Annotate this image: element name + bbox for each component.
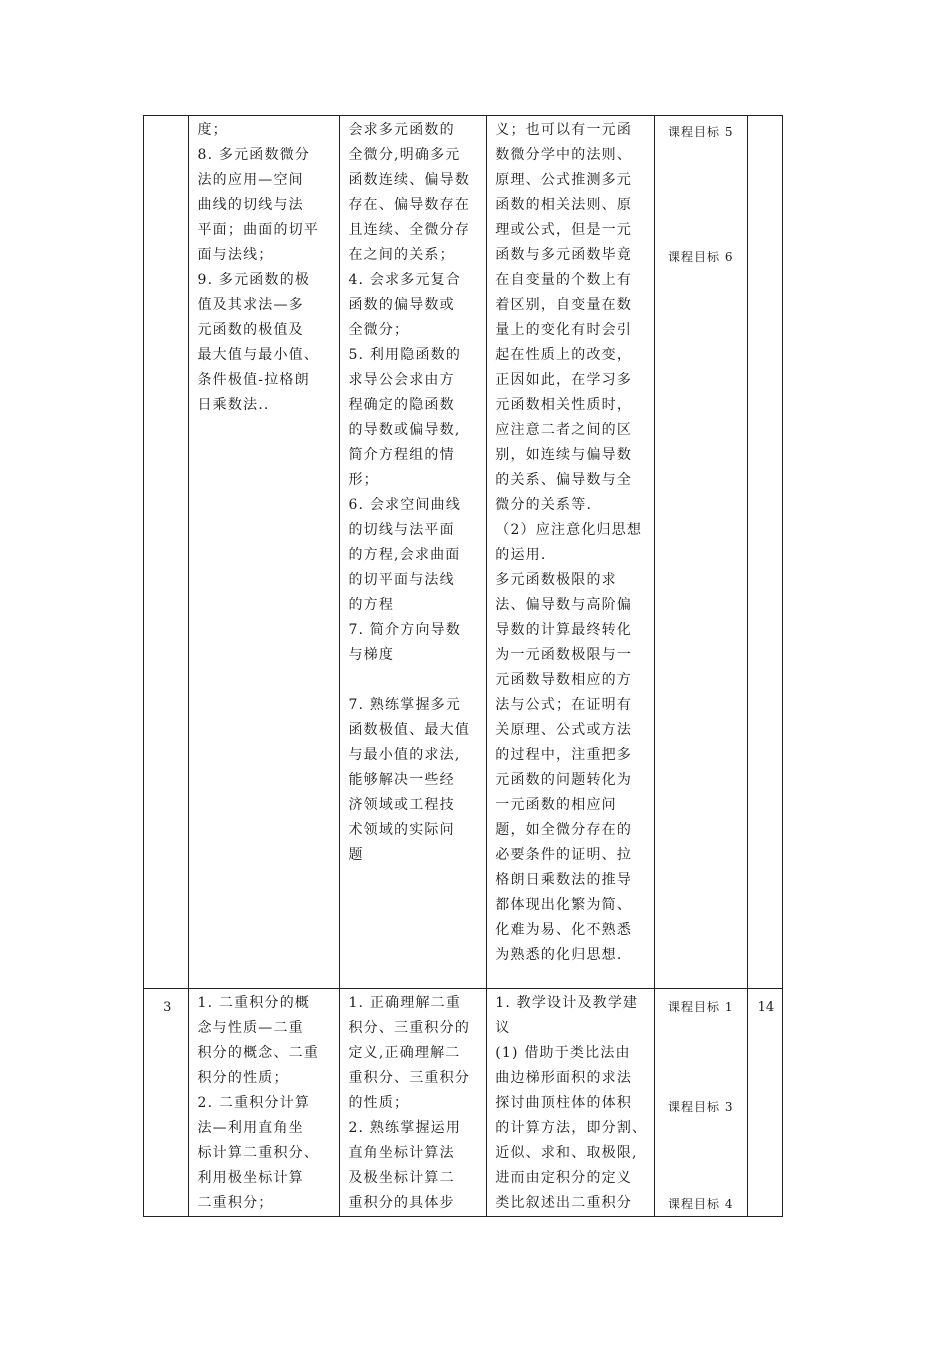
text-line: 的切平面与法线 (348, 572, 455, 588)
text-line (348, 668, 480, 693)
text-line: 2. 熟练掌握运用 (348, 1120, 462, 1136)
table-row (144, 116, 783, 989)
text-line: 重积分、三重积分 (348, 1070, 471, 1086)
text-line: 术领域的实际问 (348, 822, 455, 838)
text-line: 元函数相关性质时， (495, 397, 633, 413)
content-text (189, 989, 339, 1216)
text-line: (1) 借助于类比法由 (495, 1045, 631, 1061)
goal-label: 课程目标 6 (668, 250, 734, 264)
text-line: 曲边梯形面积的求法 (495, 1070, 633, 1086)
chapter-number: 3 (163, 1000, 172, 1015)
methods-text (487, 989, 654, 1216)
text-line: 程确定的隐函数 (348, 397, 455, 413)
text-line: 量上的变化有时会引 (495, 322, 633, 338)
text-line: 条件极值-拉格朗 (197, 372, 310, 388)
text-line: 导数的计算最终转化 (495, 622, 633, 638)
text-line: 元函数的极值及 (197, 322, 304, 338)
text-line: 与最小值的求法, (348, 747, 461, 763)
text-line: 元函数的问题转化为 (495, 772, 633, 788)
text-line: 微分的关系等. (495, 497, 593, 513)
hours-value (748, 116, 782, 122)
text-line: 及极坐标计算二 (348, 1170, 455, 1186)
text-line: 8. 多元函数微分 (197, 147, 311, 163)
text-line: 化难为易、化不熟悉 (495, 922, 633, 938)
text-line: 多元函数极限的求 (495, 572, 617, 588)
text-line: 在之间的关系； (348, 247, 455, 263)
text-line: 的导数或偏导数, (348, 422, 461, 438)
text-line: 在自变量的个数上有 (495, 272, 633, 288)
text-line: 正因如此，在学习多 (495, 372, 633, 388)
text-line: 2. 二重积分计算 (197, 1095, 311, 1111)
requirements-cell (340, 116, 487, 989)
text-line: 7. 简介方向导数 (348, 622, 462, 638)
text-line: 重积分的具体步 (348, 1195, 455, 1211)
text-line: 直角坐标计算法 (348, 1145, 455, 1161)
text-line: 的计算方法，即分割、 (495, 1120, 648, 1136)
text-line: 格朗日乘数法的推导 (495, 872, 633, 888)
text-line: 应注意二者之间的区 (495, 422, 633, 438)
text-line: 值及其求法—多 (197, 297, 304, 313)
chapter-number-cell (144, 989, 189, 1217)
text-line: 函数的相关法则、原 (495, 197, 633, 213)
goals-list (655, 116, 747, 988)
text-line: 函数的偏导数或 (348, 297, 455, 313)
text-line: 全微分,明确多元 (348, 147, 461, 163)
text-line: 5. 利用隐函数的 (348, 347, 462, 363)
content-text (189, 116, 339, 418)
text-line: 起在性质上的改变， (495, 347, 633, 363)
text-line: 全微分； (348, 322, 410, 338)
text-line: 题，如全微分存在的 (495, 822, 633, 838)
text-line: 法的应用—空间 (197, 172, 304, 188)
chapter-number (144, 116, 188, 122)
text-line: 日乘数法.. (197, 397, 270, 413)
text-line: 为熟悉的化归思想. (495, 947, 623, 963)
goals-cell (654, 116, 747, 989)
text-line: 法与公式；在证明有 (495, 697, 633, 713)
text-line: 简介方程组的情 (348, 447, 455, 463)
text-line: 1. 正确理解二重 (348, 995, 462, 1011)
text-line: 一元函数的相应问 (495, 797, 617, 813)
methods-cell (487, 116, 655, 989)
text-line: 4. 会求多元复合 (348, 272, 462, 288)
text-line: （2）应注意化归思想 (495, 522, 643, 538)
text-line: 最大值与最小值、 (197, 347, 320, 363)
text-line: 的方程,会求曲面 (348, 547, 461, 563)
text-line: 求导公会求由方 (348, 372, 455, 388)
text-line: 面与法线； (197, 247, 274, 263)
text-line: 着区别，自变量在数 (495, 297, 633, 313)
requirements-text (340, 989, 486, 1216)
text-line: 关原理、公式或方法 (495, 722, 633, 738)
text-line: 标计算二重积分、 (197, 1145, 320, 1161)
text-line: 元函数导数相应的方 (495, 672, 633, 688)
text-line: 形； (348, 472, 379, 488)
table-row (144, 989, 783, 1217)
text-line: 题 (348, 847, 364, 863)
text-line: 定义,正确理解二 (348, 1045, 461, 1061)
text-line: 念与性质—二重 (197, 1020, 304, 1036)
text-line: 探讨曲顶柱体的体积 (495, 1095, 633, 1111)
text-line: 的切线与法平面 (348, 522, 455, 538)
text-line: 法、偏导数与高阶偏 (495, 597, 633, 613)
goals-list (655, 989, 747, 1214)
text-line: 的过程中，注重把多 (495, 747, 633, 763)
text-line: 必要条件的证明、拉 (495, 847, 633, 863)
text-line: 与梯度 (348, 647, 395, 663)
text-line: 积分的概念、二重 (197, 1045, 320, 1061)
text-line: 的性质； (348, 1095, 410, 1111)
text-line: 济领域或工程技 (348, 797, 455, 813)
text-line: 函数连续、偏导数 (348, 172, 471, 188)
text-line: 义；也可以有一元函 (495, 122, 633, 138)
text-line: 别，如连续与偏导数 (495, 447, 633, 463)
methods-cell (487, 989, 655, 1217)
hours-cell (747, 989, 782, 1217)
text-line: 平面；曲面的切平 (197, 222, 320, 238)
requirements-cell (340, 989, 487, 1217)
text-line: 函数极值、最大值 (348, 722, 471, 738)
text-line: 且连续、全微分存 (348, 222, 471, 238)
chapter-number-cell (144, 116, 189, 989)
text-line: 进而由定积分的定义 (495, 1170, 633, 1186)
text-line: 存在、偏导数存在 (348, 197, 471, 213)
text-line: 类比叙述出二重积分 (495, 1195, 633, 1211)
text-line: 6. 会求空间曲线 (348, 497, 462, 513)
content-cell (189, 989, 340, 1217)
text-line: 二重积分； (197, 1195, 274, 1211)
text-line: 会求多元函数的 (348, 122, 455, 138)
requirements-text (340, 116, 486, 868)
text-line: 的运用. (495, 547, 547, 563)
text-line: 数微分学中的法则、 (495, 147, 633, 163)
hours-cell (747, 116, 782, 989)
text-line: 利用极坐标计算 (197, 1170, 304, 1186)
goal-label: 课程目标 5 (668, 125, 734, 139)
text-line: 都体现出化繁为简、 (495, 897, 633, 913)
text-line: 函数与多元函数毕竟 (495, 247, 633, 263)
text-line: 积分、三重积分的 (348, 1020, 471, 1036)
content-cell (189, 116, 340, 989)
text-line: 能够解决一些经 (348, 772, 455, 788)
text-line: 1. 二重积分的概 (197, 995, 311, 1011)
methods-text (487, 116, 654, 968)
text-line: 近似、求和、取极限, (495, 1145, 638, 1161)
text-line: 为一元函数极限与一 (495, 647, 633, 663)
text-line: 议 (495, 1020, 511, 1036)
text-line: 度； (197, 122, 228, 138)
text-line: 7. 熟练掌握多元 (348, 697, 462, 713)
goals-cell (654, 989, 747, 1217)
syllabus-table (143, 115, 783, 1217)
text-line: 1. 教学设计及教学建 (495, 995, 639, 1011)
text-line: 9. 多元函数的极 (197, 272, 311, 288)
text-line: 原理、公式推测多元 (495, 172, 633, 188)
text-line: 的方程 (348, 597, 395, 613)
text-line: 理或公式，但是一元 (495, 222, 633, 238)
goal-label: 课程目标 4 (668, 1197, 734, 1211)
hours-value: 14 (757, 1000, 775, 1015)
goal-label: 课程目标 1 (668, 1000, 734, 1014)
text-line: 法—利用直角坐 (197, 1120, 304, 1136)
text-line: 的关系、偏导数与全 (495, 472, 633, 488)
text-line: 积分的性质； (197, 1070, 289, 1086)
goal-label: 课程目标 3 (668, 1100, 734, 1114)
text-line: 曲线的切线与法 (197, 197, 304, 213)
